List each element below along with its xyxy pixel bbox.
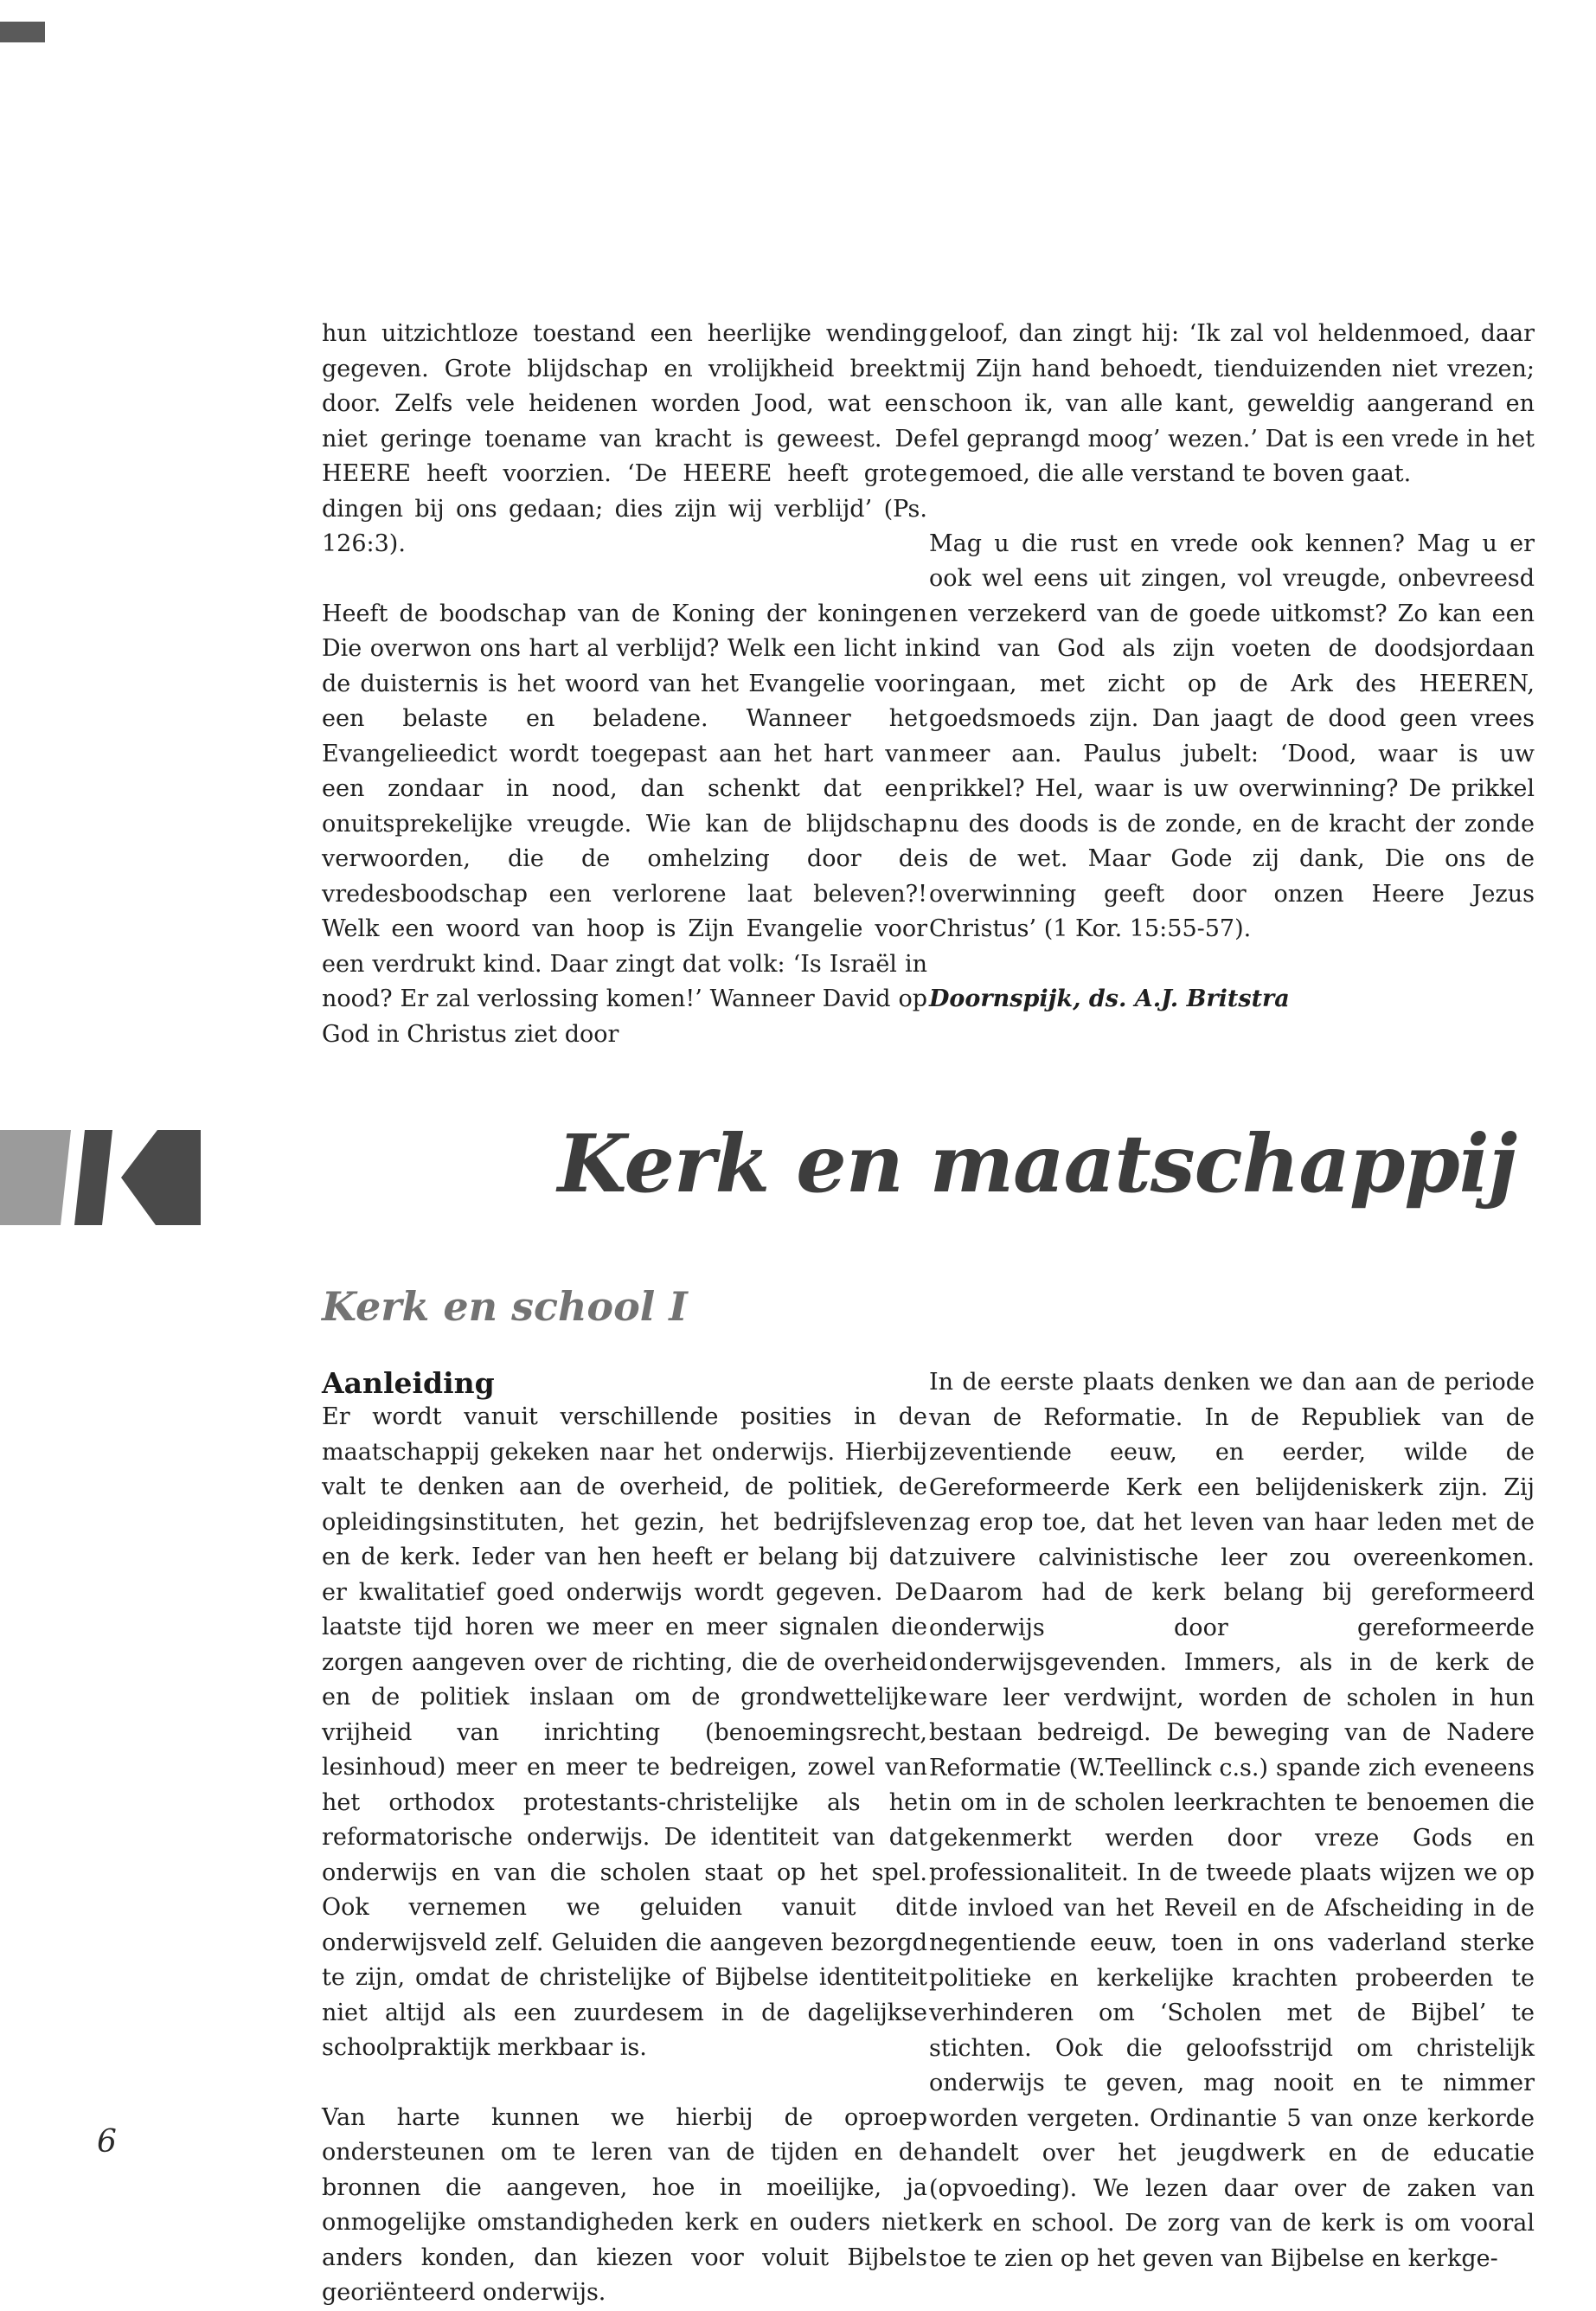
logo-dark-bar (74, 1130, 112, 1225)
paragraph: geloof, dan zingt hij: ‘Ik zal vol heldenmoed, daar mij Zijn hand behoedt, tienduizenden niet vrezen; schoon ik, van alle kant, geweldig aangerand en fel geprangd moog’ wezen.’ Dat is een vrede in het gemoed, die alle verstand te boven gaat. (929, 320, 1535, 487)
top-article-right-column (929, 317, 1535, 1017)
article-right-column (929, 1365, 1535, 2276)
article-title: Kerk en school I (322, 1283, 688, 1330)
article-left-column (322, 1365, 927, 2311)
paragraph: In de eerste plaats denken we dan aan de periode van de Reformatie. In de Republiek van de zeventiende eeuw, en eerder, wilde de Gereformeerde Kerk een belijdeniskerk zijn. Zij zag erop toe, dat het leven van haar leden met de zuivere calvinistische leer zou overeenkomen. Daarom had de kerk belang bij gereformeerd onderwijs door gereformeerde onderwijsgevenden. Immers, als in de kerk de ware leer verdwijnt, worden de scholen in hun bestaan bedreigd. De beweging van de Nadere Reformatie (W.Teellinck c.s.) spande zich eveneens in om in de scholen leerkrachten te benoemen die gekenmerkt werden door vreze Gods en professionaliteit. In de tweede plaats wijzen we op de invloed van het Reveil en de Afscheiding in de negentiende eeuw, toen in ons vaderland sterke politieke en kerkelijke krachten probeerden te verhinderen om ‘Scholen met de Bijbel’ te stichten. Ook die geloofsstrijd om christelijk onderwijs te geven, mag nooit en te nimmer worden vergeten. Ordinantie 5 van onze kerkorde handelt over het jeugdwerk en de educatie (opvoeding). We lezen daar over de zaken van kerk en school. De zorg van de kerk is om vooral toe te zien op het geven van Bijbelse en kerkge- (929, 1369, 1535, 2272)
paragraph: hun uitzichtloze toestand een heerlijke wending gegeven. Grote blijdschap en vrolijkheid breekt door. Zelfs vele heidenen worden Jood, wat een niet geringe toename van kracht is geweest. De HEERE heeft voorzien. ‘De HEERE heeft grote dingen bij ons gedaan; dies zijn wij verblijd’ (Ps. 126:3). (322, 320, 927, 557)
paragraph: Heeft de boodschap van de Koning der koningen Die overwon ons hart al verblijd? Welk een licht in de duisternis is het woord van het Evangelie voor een belaste en beladene. Wanneer het Evangelieedict wordt toegepast aan het hart van een zondaar in nood, dan schenkt dat een onuitsprekelijke vreugde. Wie kan de blijdschap verwoorden, die de omhelzing door de vredesboodschap een verlorene laat beleven?! Welk een woord van hoop is Zijn Evangelie voor een verdrukt kind. Daar zingt dat volk: ‘Is Israël in nood? Er zal verlossing komen!’ Wanneer David op God in Christus ziet door (322, 600, 927, 1048)
logo-dark-wedge (121, 1130, 201, 1225)
top-article-left-column (322, 317, 927, 1052)
paragraph: Er wordt vanuit verschillende posities in de maatschappij gekeken naar het onderwijs. Hierbij valt te denken aan de overheid, de politiek, de opleidingsinstituten, het gezin, het bedrijfsleven en de kerk. Ieder van hen heeft er belang bij dat er kwalitatief goed onderwijs wordt gegeven. De laatste tijd horen we meer en meer signalen die zorgen aangeven over de richting, die de overheid en de politiek inslaan om de grondwettelijke vrijheid van inrichting (benoemingsrecht, lesinhoud) meer en meer te bedreigen, zowel van het orthodox protestants-christelijke als het reformatorische onderwijs. De identiteit van dat onderwijs en van die scholen staat op het spel. Ook vernemen we geluiden vanuit dit onderwijsveld zelf. Geluiden die aangeven bezorgd te zijn, omdat de christelijke of Bijbelse identiteit niet altijd als een zuurdesem in de dagelijkse schoolpraktijk merkbaar is. (322, 1403, 927, 2061)
paragraph: Mag u die rust en vrede ook kennen? Mag u er ook wel eens uit zingen, vol vreugde, onbevreesd en verzekerd van de goede uitkomst? Zo kan een kind van God als zijn voeten de doodsjordaan ingaan, met zicht op de Ark des HEEREN, goedsmoeds zijn. Dan jaagt de dood geen vrees meer aan. Paulus jubelt: ‘Dood, waar is uw prikkel? Hel, waar is uw overwinning? De prikkel nu des doods is de zonde, en de kracht der zonde is de wet. Maar Gode zij dank, Die ons de overwinning geeft door onzen Heere Jezus Christus’ (1 Kor. 15:55-57). (929, 530, 1535, 942)
section-k-logo (0, 1130, 201, 1225)
section-title: Kerk en maatschappij (557, 1117, 1516, 1210)
corner-tab-mark (0, 22, 45, 42)
article-subheading: Aanleiding (322, 1366, 495, 1400)
logo-light-shape (0, 1130, 71, 1225)
author-signature: Doornspijk, ds. A.J. Britstra (929, 985, 1290, 1012)
page-number: 6 (97, 2124, 117, 2160)
paragraph: Van harte kunnen we hierbij de oproep ondersteunen om te leren van de tijden en de bronnen die aangeven, hoe in moeilijke, ja onmogelijke omstandigheden kerk en ouders niet anders konden, dan kiezen voor voluit Bijbels georiënteerd onderwijs. (322, 2103, 927, 2306)
